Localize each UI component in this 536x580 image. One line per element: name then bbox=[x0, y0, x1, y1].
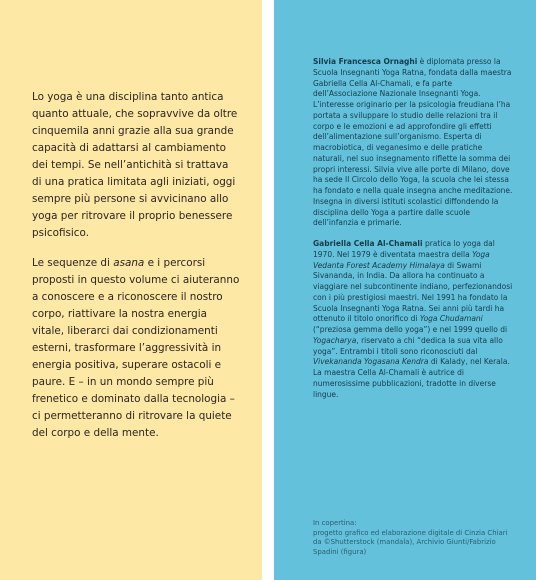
cover-credits bbox=[313, 519, 513, 557]
author-name-cella: Gabriella Cella Al-Chamali bbox=[313, 239, 423, 248]
credits-text: progetto grafico ed elaborazione digitale di Cinzia Chiari da ©Shutterstock (mandala), Archivio Giunti/Fabrizio Spadini (figura) bbox=[313, 528, 508, 556]
bio-italic-kendra: Vivekananda Yogasana Kendra bbox=[313, 357, 429, 367]
bio-text-cella-2: di Swami Sivananda, in India. Da allora ha continuato a viaggiare nel subcontinente indiano, perfezionandosi con i più prestigiosi maestri. Nel 1991 ha fondato la Scuola Insegnanti Yoga Ratna. Sei anni più tardi ha ottenuto il titolo onorifico di bbox=[313, 260, 513, 324]
bio-text-cella-4: , riservato a chi “dedica la sua vita allo yoga”. Entrambi i titoli sono riconosciuti dal bbox=[313, 335, 503, 356]
author-name-ornaghi: Silvia Francesca Ornaghi bbox=[313, 57, 418, 66]
bio-italic-academy: Yoga Vedanta Forest Academy Himalaya bbox=[313, 249, 490, 270]
author-bio-cella bbox=[313, 239, 513, 400]
flap-divider bbox=[262, 0, 274, 580]
bio-italic-chudamani: Yoga Chudamani bbox=[419, 314, 483, 324]
bio-text-cella-3: (“preziosa gemma dello yoga”) e nel 1999 quello di bbox=[313, 325, 508, 334]
asana-term: asana bbox=[113, 257, 145, 269]
author-bios bbox=[313, 57, 513, 410]
bio-text-ornaghi: è diplomata presso la Scuola Insegnanti Yoga Ratna, fondata dalla maestra Gabriella Cella Al-Chamali, e fa parte dell’Associazione Nazionale Insegnanti Yoga. L’interesse originario per la psicologia freudiana l’ha portata a sviluppare lo studio delle relazioni tra il corpo e le emozioni e ad approfondire gli effetti dell’alimentazione sull’organismo. Esperta di macrobiotica, di veganesimo e delle pratiche naturali, nel suo insegnamento riflette la somma dei propri interessi. Silvia vive alle porte di Milano, dove ha sede Il Circolo dello Yoga, la scuola che lei stessa ha fondato e nella quale insegna anche meditazione. Insegna in diversi istituti scolastici diffondendo la disciplina dello Yoga a partire dalle scuole dell’infanzia e primarie. bbox=[313, 57, 513, 228]
bio-text-cella-5: di Kalady, nel Kerala. La maestra Cella Al-Chamali è autrice di numerosissime pubblicazioni, tradotte in diverse lingue. bbox=[313, 357, 510, 399]
description-paragraph-2 bbox=[32, 255, 240, 442]
bio-text-cella-1: pratica lo yoga dal 1970. Nel 1979 è diventata maestra della bbox=[313, 239, 495, 259]
credits-label: In copertina: bbox=[313, 519, 357, 527]
book-description bbox=[32, 89, 240, 455]
author-bio-ornaghi bbox=[313, 57, 513, 229]
p2-text-a: Le sequenze di bbox=[32, 257, 114, 269]
description-paragraph-1: Lo yoga è una disciplina tanto antica quanto attuale, che sopravvive da oltre cinquemila anni grazie alla sua grande capacità di adattarsi al cambiamento dei tempi. Se nell’antichità si trattava di una pratica limitata agli iniziati, oggi sempre più persone si avvicinano allo yoga per ritrovare il proprio benessere psicofisico. bbox=[32, 91, 238, 239]
bio-italic-yogacharya: Yogacharya bbox=[313, 335, 357, 345]
p2-text-b: e i percorsi proposti in questo volume ci aiuteranno a conoscere e a riconoscere il nostro corpo, riattivare la nostra energia vitale, liberarci dai condizionamenti esterni, trasformare l’aggressività in energia positiva, superare ostacoli e paure. E – in un mondo sempre più frenetico e dominato dalla tecnologia – ci permetteranno di ritrovare la quiete del corpo e della mente. bbox=[32, 257, 240, 439]
